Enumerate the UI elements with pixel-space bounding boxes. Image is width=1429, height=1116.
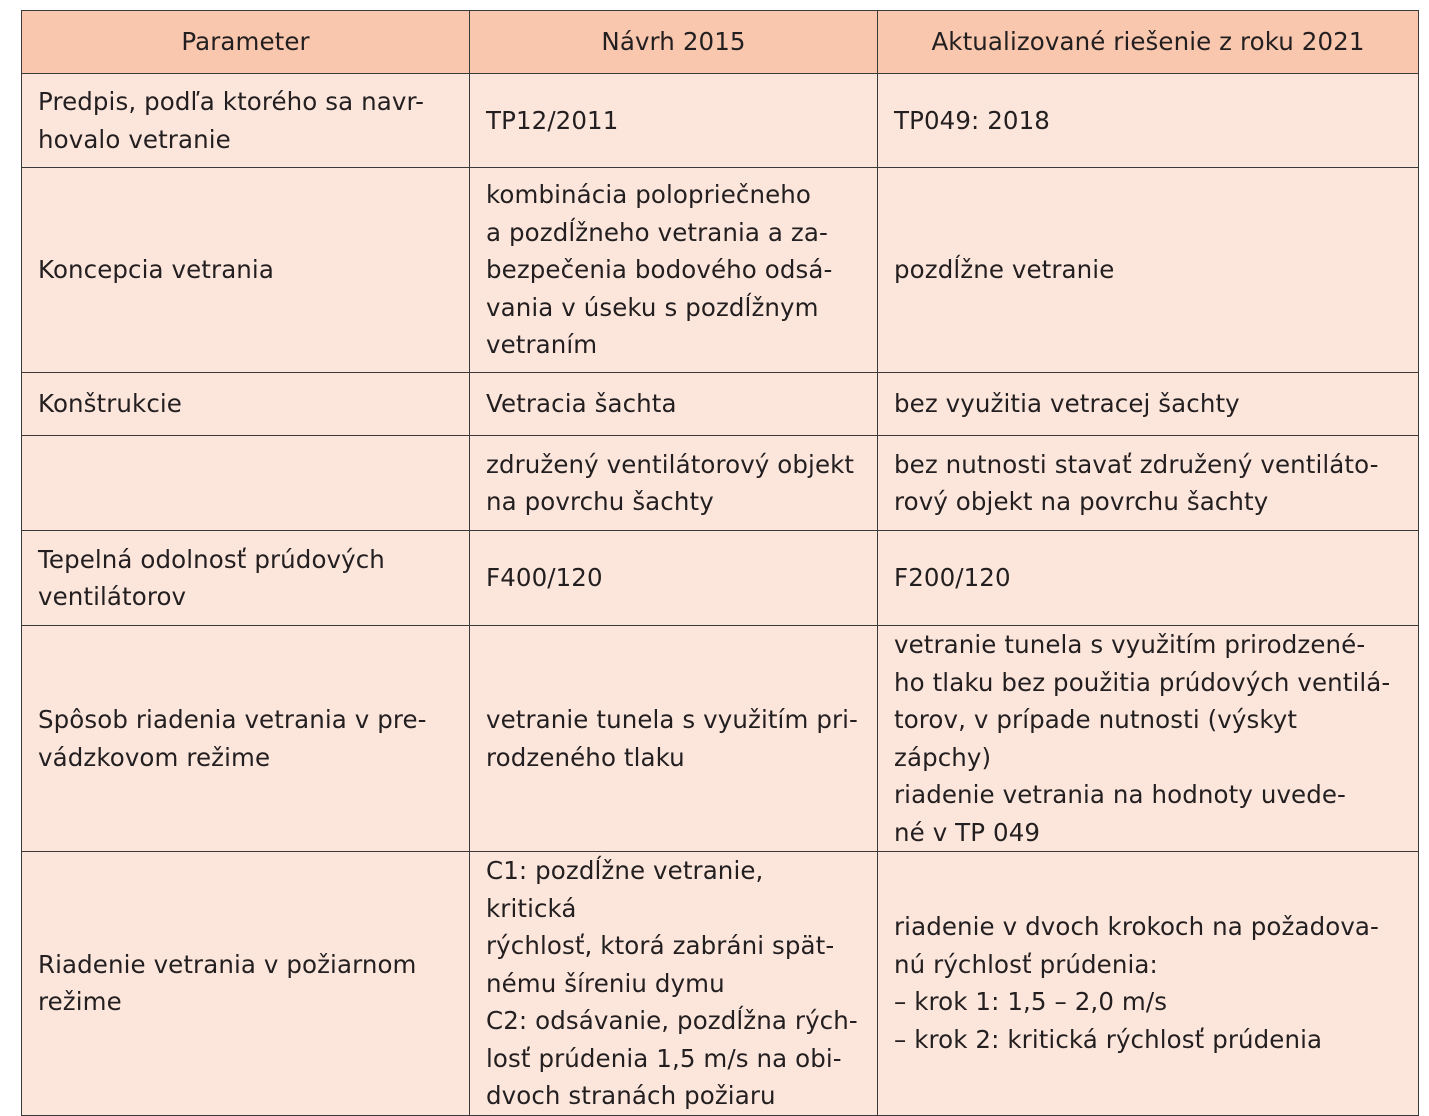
table-header-row [22,11,1419,74]
cell-update-2021: riadenie v dvoch krokoch na požadova- nú rýchlosť prúdenia: – krok 1: 1,5 – 2,0 m/s – krok 2: kritická rýchlosť prúdenia [878,852,1419,1116]
cell-parameter: Koncepcia vetrania [22,168,470,373]
cell-update-2021: pozdĺžne vetranie [878,168,1419,373]
cell-update-2021: TP049: 2018 [878,74,1419,168]
cell-update-2021: vetranie tunela s využitím prirodzené- ho tlaku bez použitia prúdových ventilá- torov, v prípade nutnosti (výskyt zápchy) riadenie vetrania na hodnoty uvede- né v TP 049 [878,626,1419,852]
cell-parameter [22,436,470,531]
header-update-2021: Aktualizované riešenie z roku 2021 [878,11,1419,74]
cell-update-2021: bez využitia vetracej šachty [878,373,1419,436]
table-row [22,373,1419,436]
table-row [22,74,1419,168]
table-row [22,531,1419,626]
header-design-2015: Návrh 2015 [470,11,878,74]
cell-design-2015: vetranie tunela s využitím pri- rodzeného tlaku [470,626,878,852]
cell-design-2015: kombinácia polopriečneho a pozdĺžneho vetrania a za- bezpečenia bodového odsá- vania v úseku s pozdĺžnym vetraním [470,168,878,373]
cell-design-2015: združený ventilátorový objekt na povrchu šachty [470,436,878,531]
table-row [22,626,1419,852]
comparison-table-container [21,10,1418,1116]
cell-parameter: Tepelná odolnosť prúdových ventilátorov [22,531,470,626]
cell-design-2015: C1: pozdĺžne vetranie, kritická rýchlosť, ktorá zabráni spät- nému šíreniu dymu C2: odsávanie, pozdĺžna rých- losť prúdenia 1,5 m/s na obi- dvoch stranách požiaru [470,852,878,1116]
cell-design-2015: Vetracia šachta [470,373,878,436]
cell-update-2021: bez nutnosti stavať združený ventiláto- rový objekt na povrchu šachty [878,436,1419,531]
cell-design-2015: TP12/2011 [470,74,878,168]
cell-parameter: Spôsob riadenia vetrania v pre- vádzkovom režime [22,626,470,852]
ventilation-comparison-table [21,10,1419,1116]
cell-update-2021: F200/120 [878,531,1419,626]
table-row [22,436,1419,531]
cell-parameter: Riadenie vetrania v požiarnom režime [22,852,470,1116]
cell-parameter: Konštrukcie [22,373,470,436]
table-row [22,168,1419,373]
cell-parameter: Predpis, podľa ktorého sa navr- hovalo vetranie [22,74,470,168]
cell-design-2015: F400/120 [470,531,878,626]
table-row [22,852,1419,1116]
header-parameter: Parameter [22,11,470,74]
